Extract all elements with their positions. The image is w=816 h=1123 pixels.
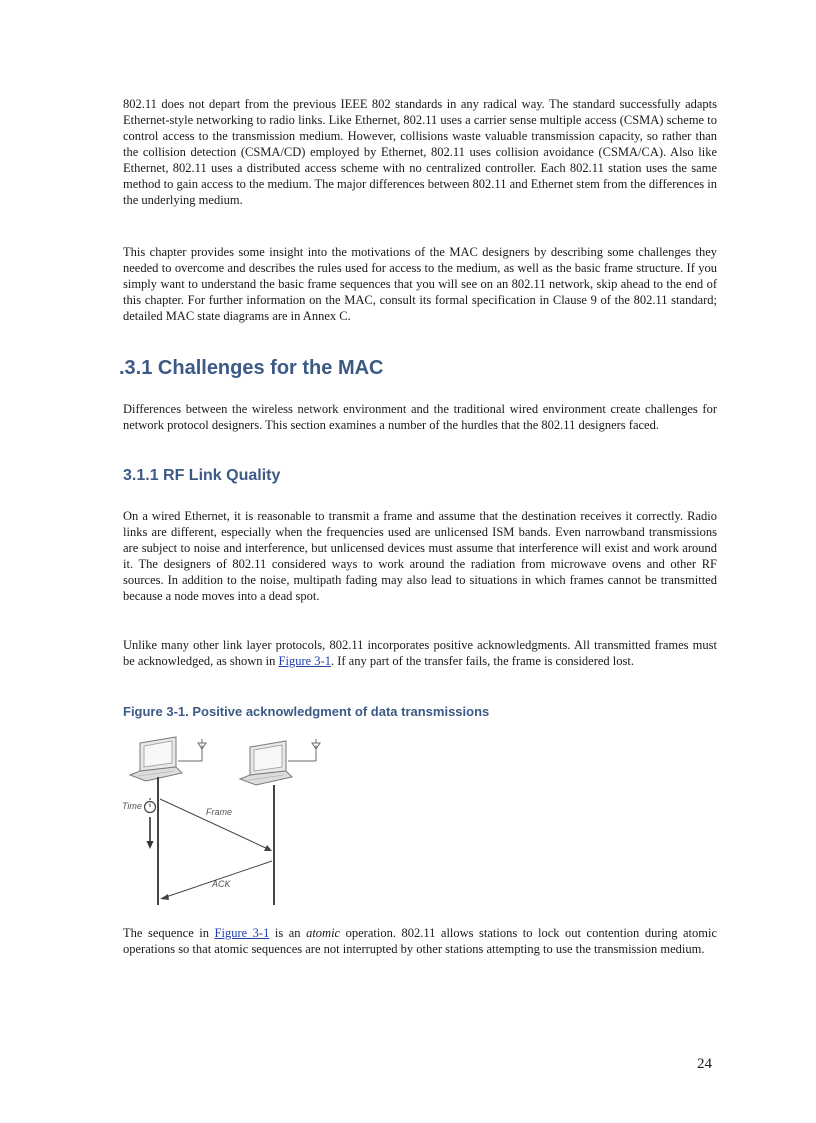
ack-text-after: . If any part of the transfer fails, the frame is considered lost. bbox=[330, 654, 634, 668]
sender-antenna-icon bbox=[178, 739, 206, 761]
ack-label: ACK bbox=[212, 879, 231, 889]
closing-text-before: The sequence in bbox=[123, 926, 215, 940]
closing-text-after: operation. 802.11 allows stations to lock out contention during atomic operations so that atomic sequences are not interrupted by other stations attempting to use the transmission medium. bbox=[123, 926, 717, 956]
stopwatch-icon bbox=[145, 798, 156, 813]
ack-diagram bbox=[118, 735, 338, 910]
time-arrow bbox=[147, 817, 154, 849]
subsection-heading: 3.1.1 RF Link Quality bbox=[123, 467, 281, 484]
section-heading: .3.1 Challenges for the MAC bbox=[119, 357, 384, 379]
ack-paragraph bbox=[123, 637, 717, 669]
section-paragraph: Differences between the wireless network environment and the traditional wired environment create challenges for network protocol designers. This section examines a number of the hurdles that the 802.11 designers faced. bbox=[123, 402, 717, 432]
closing-text-mid: is an bbox=[269, 926, 307, 940]
intro-paragraph-1: 802.11 does not depart from the previous IEEE 802 standards in any radical way. The standard successfully adapts Ethernet-style networking to radio links. Like Ethernet, 802.11 uses a carrier sense multiple access (CSMA) scheme to control access to the transmission medium. However, collisions waste valuable transmission capacity, so rather than the collision detection (CSMA/CD) employed by Ethernet, 802.11 uses collision avoidance (CSMA/CA). Also like Ethernet, 802.11 uses a distributed access scheme with no centralized controller. Each 802.11 station uses the same method to gain access to the medium. The major differences between 802.11 and Ethernet stem from the differences in the underlying medium. bbox=[123, 97, 717, 207]
ack-text-before: Unlike many other link layer protocols, 802.11 incorporates positive acknowledgments. All transmitted frames must be acknowledged, as shown in bbox=[123, 638, 717, 668]
receiver-antenna-icon bbox=[288, 739, 320, 761]
frame-label: Frame bbox=[206, 807, 233, 817]
figure-link[interactable]: Figure 3-1 bbox=[214, 926, 270, 940]
receiver-laptop-icon bbox=[240, 741, 292, 785]
sender-laptop-icon bbox=[130, 737, 182, 781]
page-number: 24 bbox=[697, 1056, 712, 1072]
closing-paragraph bbox=[123, 925, 717, 957]
time-label: Time bbox=[122, 801, 142, 811]
intro-paragraph-2: This chapter provides some insight into the motivations of the MAC designers by describing some challenges they needed to overcome and describes the rules used for access to the medium, as well as the basic frame structure. If you simply want to understand the basic frame sequences that you will see on an 802.11 network, skip ahead to the end of this chapter. For further information on the MAC, consult its formal specification in Clause 9 of the 802.11 standard; detailed MAC state diagrams are in Annex C. bbox=[123, 245, 717, 323]
figure-caption: Figure 3-1. Positive acknowledgment of data transmissions bbox=[123, 704, 490, 719]
atomic-term: atomic bbox=[306, 926, 341, 940]
figure-link[interactable]: Figure 3-1 bbox=[278, 654, 331, 668]
subsection-paragraph: On a wired Ethernet, it is reasonable to transmit a frame and assume that the destination receives it correctly. Radio links are different, especially when the frequencies used are unlicensed ISM bands. Even narrowband transmissions are subject to noise and interference, but unlicensed devices must assume that interference will exist and work around it. The designers of 802.11 considered ways to work around the radiation from microwave ovens and other RF sources. In addition to the noise, multipath fading may also lead to situations in which frames cannot be transmitted because a node moves into a dead spot. bbox=[123, 509, 717, 603]
